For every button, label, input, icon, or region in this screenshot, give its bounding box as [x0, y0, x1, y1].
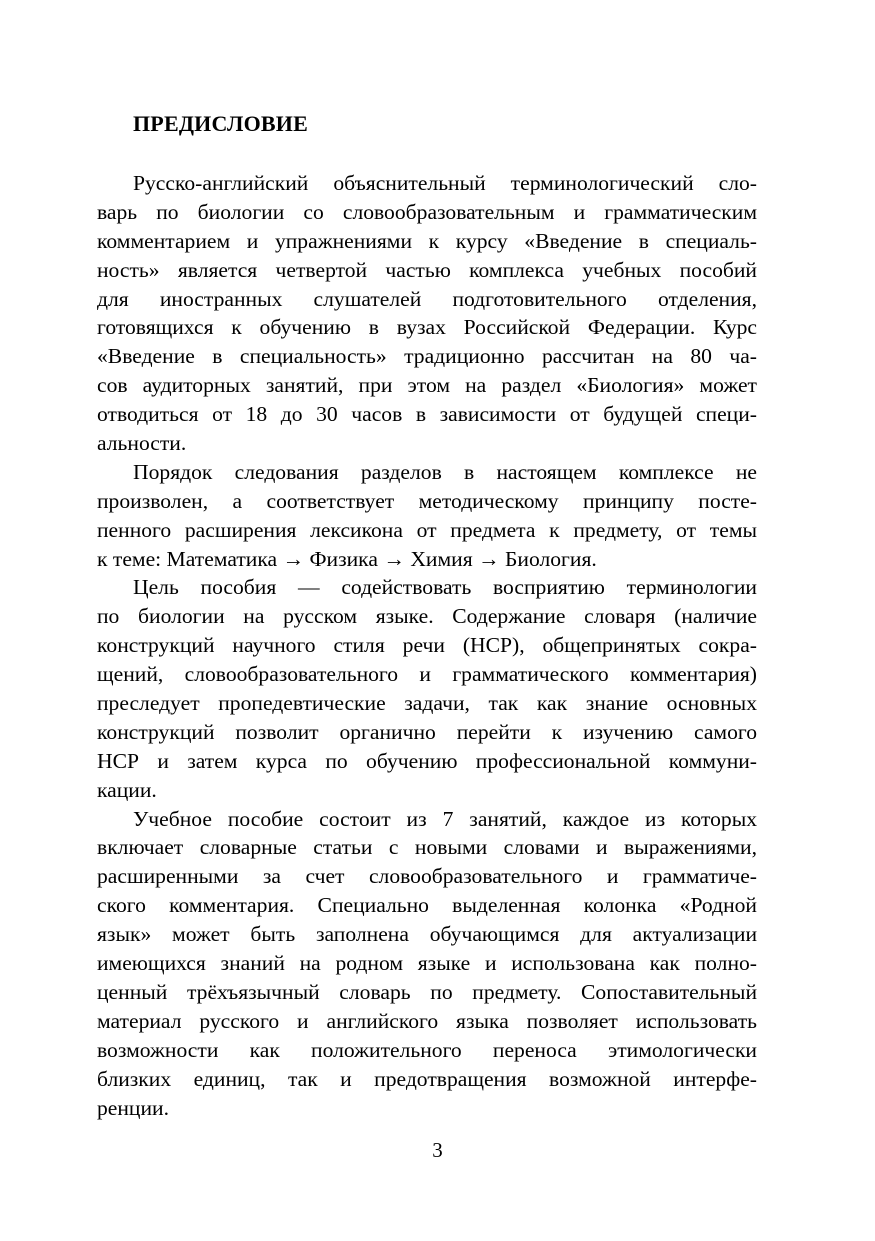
text-line: НСР и затем курса по обучению профессиональной коммуни- — [97, 748, 757, 773]
text-line: преследует пропедевтические задачи, так как знание основных — [97, 691, 757, 716]
page-title: ПРЕДИСЛОВИЕ — [133, 111, 308, 136]
text-line: для иностранных слушателей подготовительного отделения, — [97, 286, 757, 311]
text-line: расширенными за счет словообразовательного и грамматиче- — [97, 864, 757, 889]
text-line: Учебное пособие состоит из 7 занятий, каждое из которых — [133, 806, 757, 831]
preface-text — [97, 169, 757, 1122]
text-line: Порядок следования разделов в настоящем комплексе не — [133, 459, 757, 484]
paragraph — [97, 805, 757, 1123]
text-line: Русско-английский объяснительный терминологический сло- — [133, 171, 757, 195]
text-line: готовящихся к обучению в вузах Российской Федерации. Курс — [97, 315, 757, 340]
text-line: щений, словообразовательного и грамматического комментария) — [97, 662, 757, 687]
text-line: по биологии на русском языке. Содержание словаря (наличие — [97, 604, 757, 629]
text-line: ность» является четвертой частью комплекса учебных пособий — [97, 257, 757, 282]
text-line: варь по биологии со словообразовательным и грамматическим — [97, 199, 757, 224]
text-line: пенного расширения лексикона от предмета к предмету, от темы — [97, 517, 757, 542]
text-line: альности. — [97, 431, 187, 456]
text-line: «Введение в специальность» традиционно рассчитан на 80 ча- — [97, 344, 757, 369]
text-line: язык» может быть заполнена обучающимся для актуализации — [97, 922, 757, 947]
page-number: 3 — [432, 1138, 443, 1162]
text-line: кации. — [97, 777, 157, 802]
text-line: произволен, а соответствует методическому принципу посте- — [97, 488, 757, 513]
text-line: сов аудиторных занятий, при этом на раздел «Биология» может — [97, 373, 757, 398]
text-line: близких единиц, так и предотвращения возможной интерфе- — [97, 1066, 757, 1091]
text-line: ского комментария. Специально выделенная колонка «Родной — [97, 893, 757, 918]
text-line: возможности как положительного переноса этимологически — [97, 1037, 757, 1062]
paragraph — [97, 458, 757, 574]
text-line: Цель пособия — содействовать восприятию терминологии — [133, 575, 757, 600]
text-line: материал русского и английского языка позволяет использовать — [97, 1008, 757, 1033]
paragraph — [97, 573, 757, 804]
text-line: имеющихся знаний на родном языке и использована как полно- — [97, 951, 757, 976]
text-line: к теме: Математика → Физика → Химия → Биология. — [97, 546, 597, 571]
text-line: включает словарные статьи с новыми словами и выражениями, — [97, 835, 757, 860]
text-line: конструкций позволит органично перейти к изучению самого — [97, 719, 757, 744]
text-line: конструкций научного стиля речи (НСР), общепринятых сокра- — [97, 633, 757, 658]
text-line: ценный трёхъязычный словарь по предмету. Сопоставительный — [97, 979, 757, 1004]
text-line: ренции. — [97, 1095, 170, 1120]
text-line: отводиться от 18 до 30 часов в зависимости от будущей специ- — [97, 402, 757, 427]
paragraph — [97, 169, 757, 458]
text-line: комментарием и упражнениями к курсу «Введение в специаль- — [97, 228, 757, 253]
